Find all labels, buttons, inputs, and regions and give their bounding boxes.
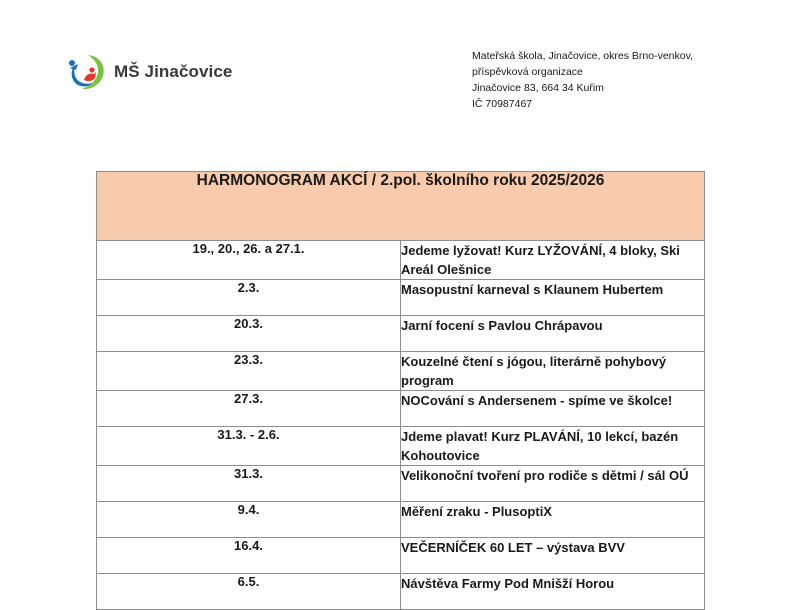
events-table — [96, 171, 705, 610]
event-name: Jarní focení s Pavlou Chrápavou — [401, 316, 705, 352]
table-row — [97, 280, 705, 316]
table-row — [97, 427, 705, 466]
table-title: HARMONOGRAM AKCÍ / 2.pol. školního roku 2025/2026 — [97, 172, 705, 241]
event-name: Kouzelné čtení s jógou, literárně pohybový program — [401, 352, 705, 391]
event-date: 20.3. — [97, 316, 401, 352]
table-row — [97, 538, 705, 574]
address-line: příspěvková organizace — [472, 66, 583, 78]
table-header-row — [97, 172, 705, 241]
event-date: 6.5. — [97, 574, 401, 610]
table-row — [97, 502, 705, 538]
event-date: 2.3. — [97, 280, 401, 316]
table-row — [97, 352, 705, 391]
table-row — [97, 391, 705, 427]
event-name: Měření zraku - PlusoptiX — [401, 502, 705, 538]
event-date: 19., 20., 26. a 27.1. — [97, 241, 401, 280]
address-line: Mateřská škola, Jinačovice, okres Brno-venkov, — [472, 50, 693, 62]
logo-emblem-icon — [66, 52, 106, 92]
event-date: 16.4. — [97, 538, 401, 574]
event-name: NOCování s Andersenem - spíme ve školce! — [401, 391, 705, 427]
event-name: Masopustní karneval s Klaunem Hubertem — [401, 280, 705, 316]
event-name: Velikonoční tvoření pro rodiče s dětmi / sál OÚ — [401, 466, 705, 502]
event-name: Jdeme plavat! Kurz PLAVÁNÍ, 10 lekcí, bazén Kohoutovice — [401, 427, 705, 466]
event-date: 27.3. — [97, 391, 401, 427]
event-date: 31.3. — [97, 466, 401, 502]
event-date: 31.3. - 2.6. — [97, 427, 401, 466]
table-row — [97, 466, 705, 502]
event-name: VEČERNÍČEK 60 LET – výstava BVV — [401, 538, 705, 574]
school-address — [472, 48, 693, 112]
table-row — [97, 241, 705, 280]
table-row — [97, 574, 705, 610]
school-logo — [66, 52, 236, 92]
event-date: 23.3. — [97, 352, 401, 391]
address-line: Jinačovice 83, 664 34 Kuřim — [472, 82, 604, 94]
event-date: 9.4. — [97, 502, 401, 538]
event-name: Návštěva Farmy Pod Mnišží Horou — [401, 574, 705, 610]
event-name: Jedeme lyžovat! Kurz LYŽOVÁNÍ, 4 bloky, Ski Areál Olešnice — [401, 241, 705, 280]
logo-text: MŠ Jinačovice — [114, 62, 233, 81]
table-row — [97, 316, 705, 352]
address-line: IČ 70987467 — [472, 98, 533, 110]
